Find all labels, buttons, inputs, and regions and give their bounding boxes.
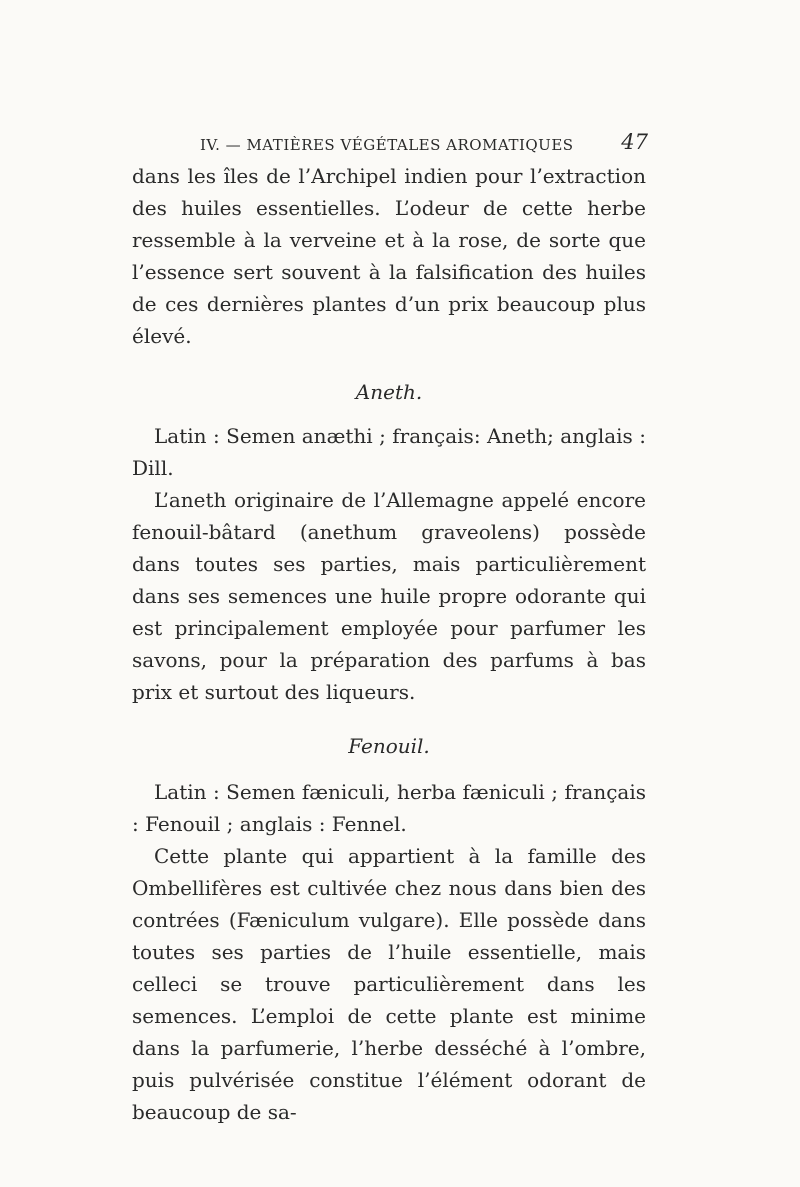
chapter-heading: IV. — MATIÈRES VÉGÉTALES AROMATIQUES <box>200 136 574 154</box>
fenouil-names-paragraph: Latin : Semen fæniculi, herba fæniculi ; français : Fenouil ; anglais : Fennel. <box>132 780 646 836</box>
fenouil-description-paragraph: Cette plante qui appartient à la famille des Ombellifères est cultivée chez nous dans bien des contrées (Fæniculum vulgare). Elle possède dans toutes ses parties de l’huile essentielle, mais celleci se trouve particulièrement dans les semences. L’emploi de cette plante est minime dans la parfumerie, l’herbe desséché à l’ombre, puis pulvérisée constitue l’élément odorant de beaucoup de sa- <box>132 844 646 1124</box>
text-block <box>132 160 646 1128</box>
section-spacer <box>132 762 646 776</box>
intro-paragraph: dans les îles de l’Archipel indien pour l’extraction des huiles essentielles. L’odeur de cette herbe ressemble à la verveine et à la rose, de sorte que l’essence sert souvent à la falsification des huiles de ces dernières plantes d’un prix beaucoup plus élevé. <box>132 164 646 348</box>
section-title-aneth: Aneth. <box>355 380 423 404</box>
aneth-description-paragraph: L’aneth originaire de l’Allemagne appelé encore fenouil-bâtard (anethum graveolens) possède dans toutes ses parties, mais particulièrement dans ses semences une huile propre odorante qui est principalement employée pour parfumer les savons, pour la préparation des parfums à bas prix et surtout des liqueurs. <box>132 488 646 704</box>
running-head <box>200 130 650 158</box>
section-spacer <box>132 708 646 730</box>
section-spacer <box>132 352 646 376</box>
page-number: 47 <box>621 130 648 154</box>
aneth-names-paragraph: Latin : Semen anæthi ; français: Aneth; anglais : Dill. <box>132 424 646 480</box>
section-title-fenouil: Fenouil. <box>348 734 430 758</box>
section-spacer <box>132 408 646 420</box>
